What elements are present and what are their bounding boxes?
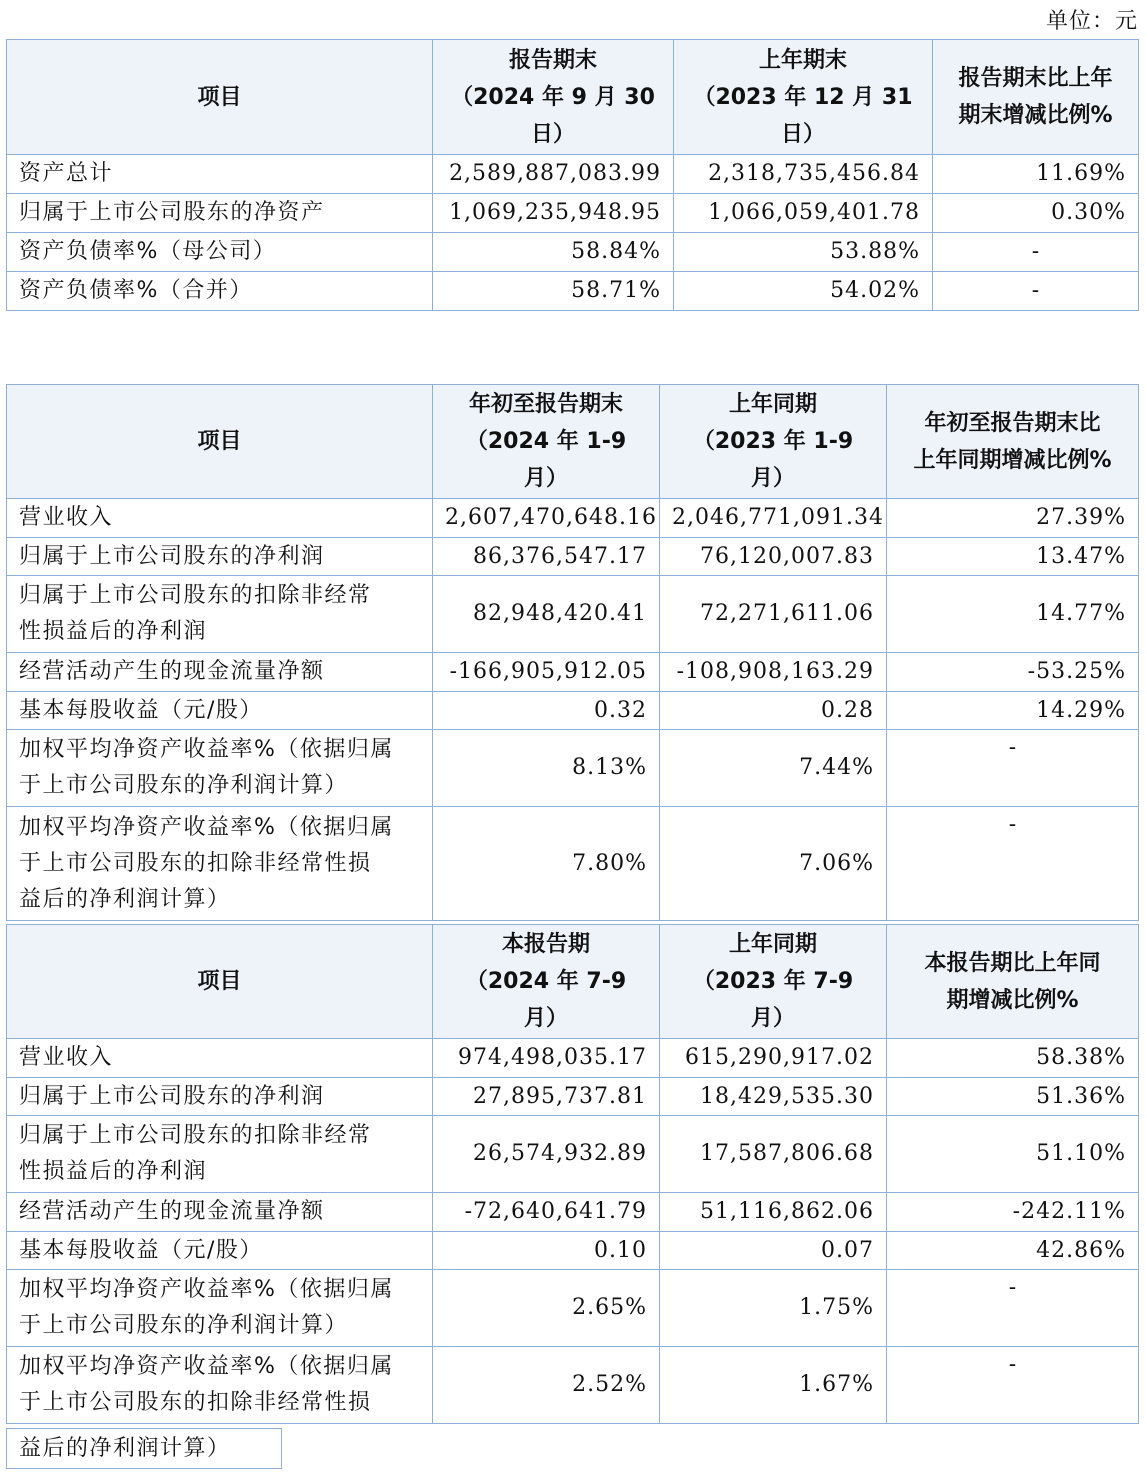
table-row	[7, 272, 1139, 311]
table-row	[7, 692, 1139, 730]
table-row	[7, 653, 1139, 692]
cell-prior: 76,120,007.83	[660, 538, 887, 576]
header-item: 项目	[7, 385, 433, 499]
cell-change: -	[887, 1347, 1139, 1424]
row-label: 营业收入	[7, 499, 433, 538]
table-row	[7, 807, 1139, 921]
cell-change: -	[887, 730, 1139, 807]
cell-prior: 1,066,059,401.78	[674, 194, 933, 233]
header-col2: 上年同期 （2023 年 7-9 月）	[660, 925, 887, 1039]
cell-prior: 17,587,806.68	[660, 1116, 887, 1193]
cell-prior: 2,318,735,456.84	[674, 155, 933, 194]
cell-current: 26,574,932.89	[433, 1116, 660, 1193]
cell-prior: 2,046,771,091.34	[660, 499, 887, 538]
row-label: 加权平均净资产收益率%（依据归属 于上市公司股东的扣除非经常性损 益后的净利润计算）	[7, 807, 433, 921]
row-label: 加权平均净资产收益率%（依据归属 于上市公司股东的扣除非经常性损	[7, 1347, 433, 1424]
cell-prior: 1.67%	[660, 1347, 887, 1424]
header-col3: 年初至报告期末比 上年同期增减比例%	[887, 385, 1139, 499]
cell-current: 7.80%	[433, 807, 660, 921]
cell-change: 13.47%	[887, 538, 1139, 576]
cell-current: 86,376,547.17	[433, 538, 660, 576]
row-label: 资产负债率%（合并）	[7, 272, 433, 311]
row-label: 归属于上市公司股东的扣除非经常 性损益后的净利润	[7, 576, 433, 653]
cell-change: -242.11%	[887, 1193, 1139, 1232]
table-row	[7, 1232, 1139, 1270]
cell-prior: -108,908,163.29	[660, 653, 887, 692]
table-row	[7, 1193, 1139, 1232]
row-label: 加权平均净资产收益率%（依据归属 于上市公司股东的净利润计算）	[7, 1270, 433, 1347]
row-label: 归属于上市公司股东的净资产	[7, 194, 433, 233]
cell-change: 14.77%	[887, 576, 1139, 653]
header-col1: 报告期末 （2024 年 9 月 30 日）	[433, 40, 674, 155]
row-label: 经营活动产生的现金流量净额	[7, 1193, 433, 1232]
cell-change: 14.29%	[887, 692, 1139, 730]
table-row	[7, 1078, 1139, 1116]
cell-change: -	[933, 233, 1139, 272]
cell-current: 82,948,420.41	[433, 576, 660, 653]
cell-current: 1,069,235,948.95	[433, 194, 674, 233]
cell-change: 27.39%	[887, 499, 1139, 538]
cell-change: -53.25%	[887, 653, 1139, 692]
cell-change: 51.36%	[887, 1078, 1139, 1116]
cell-change: -	[887, 1270, 1139, 1347]
table-row	[7, 194, 1139, 233]
cell-prior: 53.88%	[674, 233, 933, 272]
cell-prior: 72,271,611.06	[660, 576, 887, 653]
row-label: 资产总计	[7, 155, 433, 194]
table-row	[7, 1429, 282, 1469]
table-row	[7, 233, 1139, 272]
header-col2: 上年期末 （2023 年 12 月 31 日）	[674, 40, 933, 155]
cell-change: 11.69%	[933, 155, 1139, 194]
header-col3: 报告期末比上年 期末增减比例%	[933, 40, 1139, 155]
header-col3: 本报告期比上年同 期增减比例%	[887, 925, 1139, 1039]
cell-current: 8.13%	[433, 730, 660, 807]
table-row	[7, 1270, 1139, 1347]
header-col2: 上年同期 （2023 年 1-9 月）	[660, 385, 887, 499]
table-row	[7, 1347, 1139, 1424]
table-row	[7, 730, 1139, 807]
table-continuation	[6, 1428, 282, 1469]
header-col1: 年初至报告期末 （2024 年 1-9 月）	[433, 385, 660, 499]
cell-current: 58.84%	[433, 233, 674, 272]
table-row	[7, 1039, 1139, 1078]
quarter-income-table	[6, 924, 1139, 1424]
cell-current: 2,607,470,648.16	[433, 499, 660, 538]
table-header-row	[7, 40, 1139, 155]
cell-prior: 51,116,862.06	[660, 1193, 887, 1232]
cell-prior: 18,429,535.30	[660, 1078, 887, 1116]
table-header-row	[7, 925, 1139, 1039]
cell-current: 0.32	[433, 692, 660, 730]
ytd-income-table	[6, 384, 1139, 921]
cell-current: 2,589,887,083.99	[433, 155, 674, 194]
row-label: 归属于上市公司股东的扣除非经常 性损益后的净利润	[7, 1116, 433, 1193]
row-label: 加权平均净资产收益率%（依据归属 于上市公司股东的净利润计算）	[7, 730, 433, 807]
cell-current: 58.71%	[433, 272, 674, 311]
table-row	[7, 499, 1139, 538]
cell-current: 2.65%	[433, 1270, 660, 1347]
cell-prior: 0.07	[660, 1232, 887, 1270]
cell-change: -	[933, 272, 1139, 311]
cell-prior: 615,290,917.02	[660, 1039, 887, 1078]
cell-current: 0.10	[433, 1232, 660, 1270]
cell-prior: 54.02%	[674, 272, 933, 311]
header-col1: 本报告期 （2024 年 7-9 月）	[433, 925, 660, 1039]
table-header-row	[7, 385, 1139, 499]
balance-table	[6, 39, 1139, 311]
row-label: 基本每股收益（元/股）	[7, 692, 433, 730]
cell-current: 974,498,035.17	[433, 1039, 660, 1078]
row-label: 经营活动产生的现金流量净额	[7, 653, 433, 692]
cell-current: -166,905,912.05	[433, 653, 660, 692]
cell-change: 42.86%	[887, 1232, 1139, 1270]
cell-current: -72,640,641.79	[433, 1193, 660, 1232]
cell-change: 58.38%	[887, 1039, 1139, 1078]
row-label: 基本每股收益（元/股）	[7, 1232, 433, 1270]
row-label-continuation: 益后的净利润计算）	[7, 1429, 282, 1469]
cell-prior: 0.28	[660, 692, 887, 730]
cell-change: 51.10%	[887, 1116, 1139, 1193]
row-label: 归属于上市公司股东的净利润	[7, 1078, 433, 1116]
table-row	[7, 576, 1139, 653]
cell-current: 2.52%	[433, 1347, 660, 1424]
row-label: 资产负债率%（母公司）	[7, 233, 433, 272]
unit-label: 单位：元	[1045, 9, 1138, 34]
table-row	[7, 1116, 1139, 1193]
cell-prior: 7.06%	[660, 807, 887, 921]
cell-prior: 1.75%	[660, 1270, 887, 1347]
table-row	[7, 538, 1139, 576]
cell-current: 27,895,737.81	[433, 1078, 660, 1116]
header-item: 项目	[7, 40, 433, 155]
cell-prior: 7.44%	[660, 730, 887, 807]
cell-change: 0.30%	[933, 194, 1139, 233]
row-label: 营业收入	[7, 1039, 433, 1078]
cell-change: -	[887, 807, 1139, 921]
header-item: 项目	[7, 925, 433, 1039]
row-label: 归属于上市公司股东的净利润	[7, 538, 433, 576]
table-row	[7, 155, 1139, 194]
